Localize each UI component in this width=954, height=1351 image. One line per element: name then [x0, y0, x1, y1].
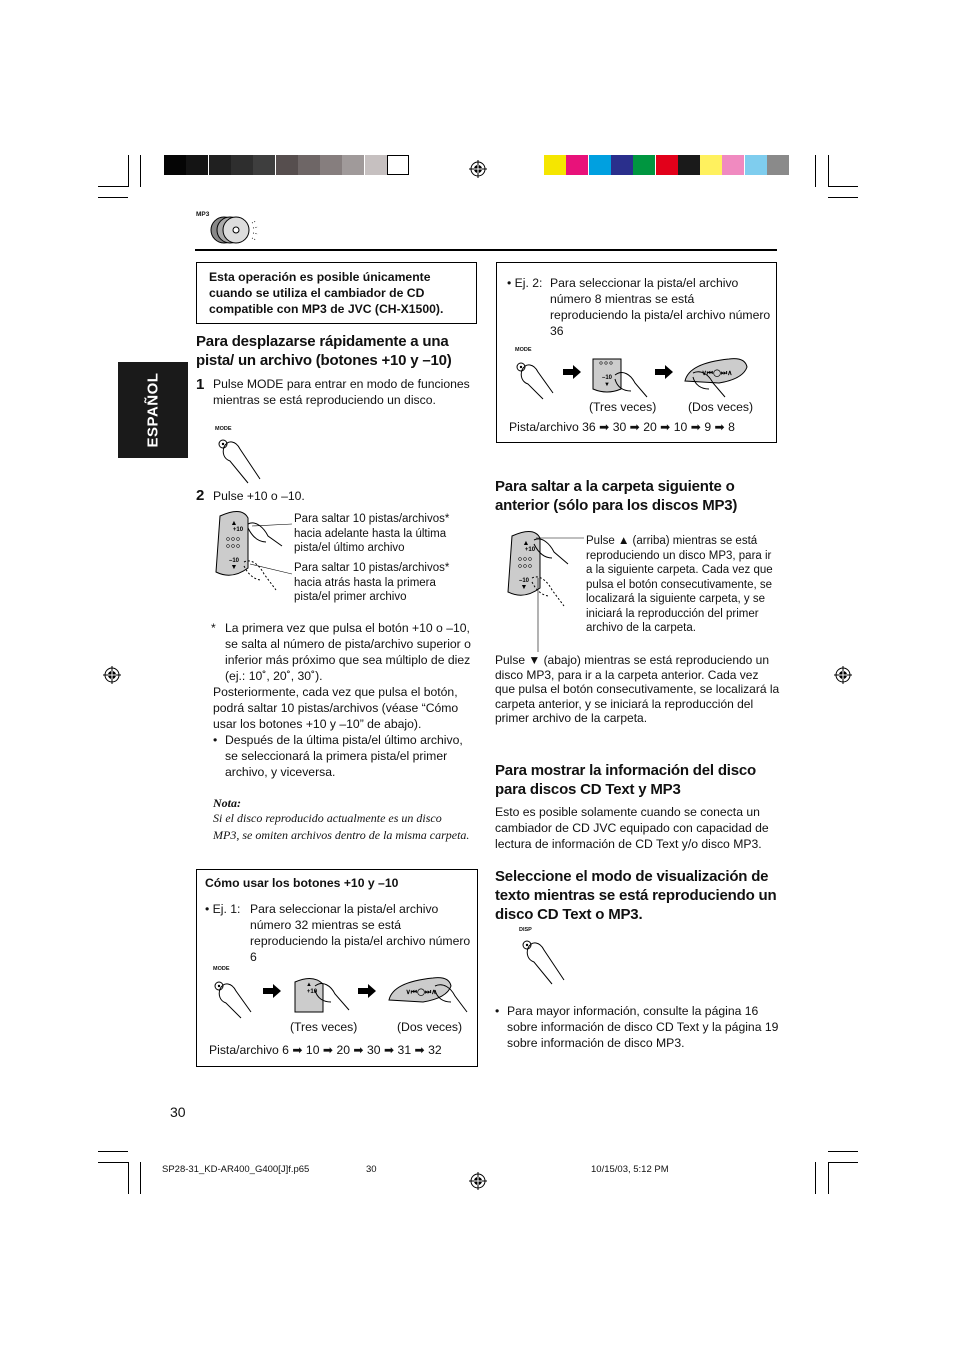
folder-up-text: Pulse ▲ (arriba) mientras se está reproduciendo un disco MP3, para ir a la siguiente carpeta. Cada vez que pulsa el botón consecutivamente, se localizará la siguiente carpeta, y se iniciará la reproducción del primer archivo de la carpeta. — [586, 535, 773, 634]
step1-text: Pulse MODE para entrar en modo de funciones mientras se está reproduciendo un disco. — [213, 377, 470, 407]
footer-file-page: 30 — [366, 1164, 377, 1175]
crop-mark — [828, 197, 858, 198]
svg-text:▲: ▲ — [230, 520, 238, 527]
color-swatch — [387, 155, 409, 175]
language-tab-label: ESPAÑOL — [144, 372, 162, 448]
step-number: 2 — [196, 487, 205, 504]
ex1-sequence: Pista/archivo 6 ➡ 10 ➡ 20 ➡ 30 ➡ 31 ➡ 32 — [209, 1043, 442, 1057]
crop-mark — [828, 186, 858, 187]
color-swatch — [320, 155, 342, 175]
color-swatch — [365, 155, 387, 175]
ex1-label: • Ej. 1: — [205, 902, 241, 916]
skip-forward-text: Para saltar 10 pistas/archivos* hacia adelante hasta la última pista/el último archivo — [294, 513, 450, 554]
color-swatch — [566, 155, 588, 175]
registration-mark-icon — [469, 160, 487, 178]
header-rule — [195, 249, 777, 251]
color-swatch — [342, 155, 364, 175]
plus-minus10-illustration — [212, 506, 292, 606]
footnote-mark: * — [211, 621, 216, 635]
mp3-label: MP3 — [196, 211, 210, 218]
svg-text:▼: ▼ — [230, 564, 238, 571]
color-swatch — [745, 155, 767, 175]
svg-text:–10: –10 — [518, 578, 530, 584]
crop-mark — [128, 155, 129, 187]
crop-mark — [98, 1151, 128, 1152]
svg-text:▲: ▲ — [306, 982, 312, 988]
svg-text:–10: –10 — [228, 558, 240, 564]
bullet-dot: • — [213, 733, 218, 747]
svg-text:∨⏮◯⏭∧: ∨⏮◯⏭∧ — [701, 370, 733, 377]
step2-text: Pulse +10 o –10. — [213, 489, 305, 503]
section-title-display: Seleccione el modo de visualización de texto mientras se está reproduciendo un disco CD Text o MP3. — [495, 868, 777, 923]
page-number: 30 — [170, 1104, 186, 1120]
nota-text: Si el disco reproducido actualmente es un disco MP3, se omiten archivos dentro de la misma carpeta. — [213, 811, 470, 842]
mode-label: MODE — [213, 966, 230, 972]
folder-updown-illustration — [504, 526, 586, 654]
mp3-changer-icon — [196, 211, 266, 247]
svg-text:+10: +10 — [524, 547, 536, 553]
footnote-text: La primera vez que pulsa el botón +10 o –10, se salta al número de pista/archivo superior o inferior más próximo que sea múltiplo de diez (ej.: 10˚, 20˚, 30˚). — [225, 621, 471, 683]
color-swatch — [678, 155, 700, 175]
crop-mark — [140, 1162, 141, 1194]
crop-mark — [98, 1162, 128, 1163]
color-swatch — [633, 155, 655, 175]
info-text: Esto es posible solamente cuando se conecta un cambiador de CD JVC equipado con capacidad de lectura de información de CD Text y/o disco MP3. — [495, 805, 769, 851]
folder-down-text: Pulse ▼ (abajo) mientras se está reproduciendo un disco MP3, para ir a la carpeta anterior. Cada vez que pulsa el botón consecutivamente, se localizará la carpeta anterior, y se iniciará la reproducción del primer archivo de la carpeta. — [495, 653, 780, 725]
crop-mark — [828, 1162, 829, 1194]
notice-text: Esta operación es posible únicamente cuando se utiliza el cambiador de CD compatible con MP3 de JVC (CH-X1500). — [209, 270, 444, 316]
color-swatch — [722, 155, 744, 175]
tres-veces-label: (Tres veces) — [290, 1020, 358, 1034]
ex1-sequence-illustration — [213, 966, 473, 1022]
crop-mark — [140, 155, 141, 187]
svg-text:▼: ▼ — [604, 382, 610, 388]
crop-mark — [98, 186, 128, 187]
language-tab — [118, 362, 188, 458]
ex2-box — [496, 262, 777, 443]
ex2-sequence-illustration — [515, 347, 775, 403]
crop-mark — [98, 197, 128, 198]
ex1-text: Para seleccionar la pista/el archivo número 32 mientras se está reproduciendo la pista/el archivo número 6 — [250, 902, 471, 964]
section-title-info: Para mostrar la información del disco para discos CD Text y MP3 — [495, 762, 757, 798]
color-swatch — [231, 155, 253, 175]
howto-box — [196, 869, 478, 1067]
color-swatch — [253, 155, 275, 175]
nota-title: Nota: — [213, 796, 241, 810]
bullet-dot: • — [495, 1004, 500, 1018]
color-swatch — [186, 155, 208, 175]
svg-text:+10: +10 — [232, 527, 244, 533]
color-swatch — [544, 155, 566, 175]
button-sequence-icon — [213, 972, 473, 1022]
remote-updown-icon — [504, 526, 586, 654]
svg-text:▼: ▼ — [520, 584, 528, 591]
svg-text:+10: +10 — [306, 989, 318, 995]
crop-mark — [815, 155, 816, 187]
crop-mark — [815, 1162, 816, 1194]
footnote-continuation: Posteriormente, cada vez que pulsa el botón, podrá saltar 10 pistas/archivos (véase “Cómo usar los botones +10 y –10” de abajo). — [213, 685, 459, 731]
section-title-skip: Para desplazarse rápidamente a una pista/ un archivo (botones +10 y –10) — [196, 333, 452, 369]
step-number: 1 — [196, 376, 205, 393]
bullet-text: Después de la última pista/el último archivo, se seleccionará la primera pista/el primer archivo, y viceversa. — [225, 733, 463, 779]
color-swatch — [209, 155, 231, 175]
finger-press-icon — [214, 433, 270, 485]
crop-mark — [828, 1162, 858, 1163]
color-swatch — [611, 155, 633, 175]
color-swatch — [656, 155, 678, 175]
ex2-sequence: Pista/archivo 36 ➡ 30 ➡ 20 ➡ 10 ➡ 9 ➡ 8 — [509, 420, 735, 434]
skip-back-text: Para saltar 10 pistas/archivos* hacia atrás hasta la primera pista/el primer archivo — [294, 562, 450, 603]
svg-text:–10: –10 — [601, 375, 613, 381]
registration-mark-icon — [469, 1172, 487, 1190]
color-swatch — [589, 155, 611, 175]
registration-mark-icon — [103, 666, 121, 684]
howto-title: Cómo usar los botones +10 y –10 — [205, 876, 399, 890]
svg-text:∨⏮◯⏭∧: ∨⏮◯⏭∧ — [405, 989, 437, 996]
disp-label: DISP — [519, 927, 532, 933]
disp-press-illustration — [518, 926, 574, 986]
finger-press-icon — [518, 934, 574, 986]
mode-label: MODE — [215, 426, 232, 432]
color-swatch — [276, 155, 298, 175]
color-swatch — [298, 155, 320, 175]
ex2-label: • Ej. 2: — [507, 276, 543, 290]
dos-veces-label: (Dos veces) — [397, 1020, 463, 1034]
tres-veces-label: (Tres veces) — [589, 400, 657, 414]
button-sequence-icon — [515, 353, 775, 403]
color-swatch — [700, 155, 722, 175]
section-title-folder: Para saltar a la carpeta siguiente o anterior (sólo para los discos MP3) — [495, 478, 738, 514]
crop-mark — [128, 1162, 129, 1194]
mode-press-illustration — [214, 425, 270, 485]
notice-box — [196, 262, 477, 324]
color-swatch — [164, 155, 186, 175]
crop-mark — [828, 1151, 858, 1152]
footer-file: SP28-31_KD-AR400_G400[J]f.p65 — [162, 1164, 310, 1175]
disc-stack-icon — [208, 215, 264, 245]
crop-mark — [828, 155, 829, 187]
svg-text:▲: ▲ — [522, 540, 530, 547]
mode-label: MODE — [515, 347, 532, 353]
dos-veces-label: (Dos veces) — [688, 400, 754, 414]
more-info-text: Para mayor información, consulte la página 16 sobre información de disco CD Text y la página 19 sobre información de disco MP3. — [507, 1004, 779, 1050]
registration-mark-icon — [834, 666, 852, 684]
ex2-text: Para seleccionar la pista/el archivo número 8 mientras se está reproduciendo la pista/el archivo número 36 — [550, 276, 771, 338]
footer-date: 10/15/03, 5:12 PM — [591, 1164, 669, 1175]
remote-buttons-icon — [212, 506, 292, 606]
color-swatch — [767, 155, 789, 175]
